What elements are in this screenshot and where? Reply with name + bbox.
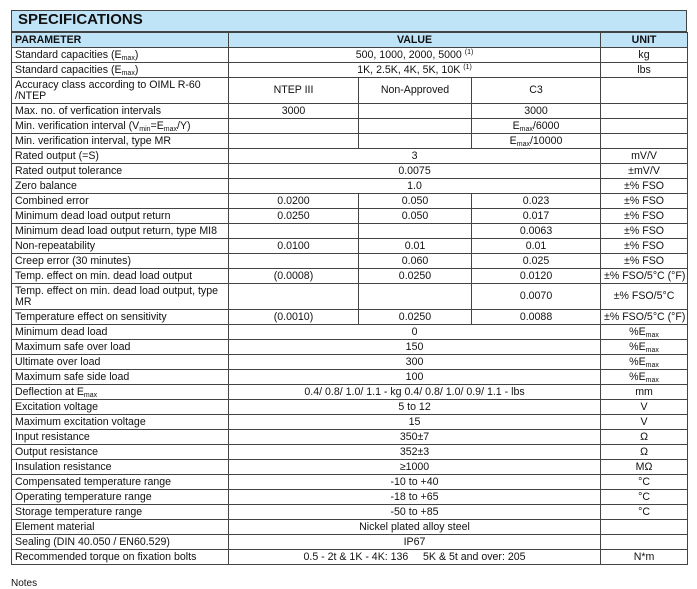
value-cell xyxy=(359,224,472,239)
unit-cell: V xyxy=(601,400,688,415)
value-cell: 150 xyxy=(229,340,601,355)
unit-cell: Ω xyxy=(601,430,688,445)
unit-cell: ±% FSO xyxy=(601,209,688,224)
value-cell: 0.0250 xyxy=(229,209,359,224)
unit-cell: ±% FSO/5°C (°F) xyxy=(601,310,688,325)
value-cell: (0.0010) xyxy=(229,310,359,325)
param-cell: Excitation voltage xyxy=(12,400,229,415)
value-cell: 0.0075 xyxy=(229,164,601,179)
unit-cell: MΩ xyxy=(601,460,688,475)
unit-cell xyxy=(601,104,688,119)
unit-cell: ±% FSO xyxy=(601,254,688,269)
value-cell: IP67 xyxy=(229,535,601,550)
unit-cell: V xyxy=(601,415,688,430)
table-row xyxy=(12,400,688,415)
unit-cell: °C xyxy=(601,475,688,490)
table-row xyxy=(12,550,688,565)
unit-cell: ±% FSO xyxy=(601,239,688,254)
unit-cell: ±% FSO/5°C xyxy=(601,284,688,310)
param-cell: Operating temperature range xyxy=(12,490,229,505)
param-cell: Accuracy class according to OIML R-60 /NTEP xyxy=(12,78,229,104)
param-cell: Zero balance xyxy=(12,179,229,194)
unit-cell: ±% FSO/5°C (°F) xyxy=(601,269,688,284)
table-row xyxy=(12,355,688,370)
value-cell xyxy=(229,224,359,239)
table-row xyxy=(12,254,688,269)
param-cell: Standard capacities $(E_{max})$ xyxy=(12,48,229,63)
table-row xyxy=(12,48,688,63)
value-cell: $E_{max}/6000$ xyxy=(472,119,601,134)
value-cell: 0.01 xyxy=(472,239,601,254)
value-cell: -18 to +65 xyxy=(229,490,601,505)
value-cell: 3000 xyxy=(472,104,601,119)
unit-cell: °C xyxy=(601,490,688,505)
param-cell: Maximum excitation voltage xyxy=(12,415,229,430)
value-cell xyxy=(229,134,359,149)
table-row xyxy=(12,475,688,490)
param-cell: Min. verification interval, type MR xyxy=(12,134,229,149)
param-cell: Rated output tolerance xyxy=(12,164,229,179)
table-row xyxy=(12,505,688,520)
unit-cell xyxy=(601,520,688,535)
unit-cell: ±% FSO xyxy=(601,179,688,194)
unit-cell: lbs xyxy=(601,63,688,78)
table-row xyxy=(12,164,688,179)
value-cell: 100 xyxy=(229,370,601,385)
param-cell: Max. no. of verfication intervals xyxy=(12,104,229,119)
value-cell: 3 xyxy=(229,149,601,164)
table-row xyxy=(12,78,688,104)
table-row xyxy=(12,179,688,194)
unit-cell xyxy=(601,78,688,104)
table-row xyxy=(12,119,688,134)
value-cell: 0.060 xyxy=(359,254,472,269)
value-cell: 5 to 12 xyxy=(229,400,601,415)
param-cell: Minimum dead load output return, type MI8 xyxy=(12,224,229,239)
table-row xyxy=(12,269,688,284)
table-row xyxy=(12,370,688,385)
param-cell: Sealing (DIN 40.050 / EN60.529) xyxy=(12,535,229,550)
header-value: VALUE xyxy=(229,33,601,48)
param-cell: Ultimate over load xyxy=(12,355,229,370)
value-cell: 350±7 xyxy=(229,430,601,445)
value-cell xyxy=(229,119,359,134)
unit-cell: $\%E_{max}$ xyxy=(601,355,688,370)
value-cell: 1.0 xyxy=(229,179,601,194)
unit-cell: ±% FSO xyxy=(601,224,688,239)
table-row xyxy=(12,520,688,535)
unit-cell xyxy=(601,535,688,550)
unit-cell xyxy=(601,119,688,134)
value-cell: 0.5 - 2t & 1K - 4K: 136 5K & 5t and over: 205 xyxy=(229,550,601,565)
unit-cell: ±mV/V xyxy=(601,164,688,179)
value-cell: -10 to +40 xyxy=(229,475,601,490)
table-row xyxy=(12,460,688,475)
value-cell: NTEP III xyxy=(229,78,359,104)
table-row xyxy=(12,149,688,164)
header-row xyxy=(12,33,688,48)
param-cell: Input resistance xyxy=(12,430,229,445)
param-cell: Temperature effect on sensitivity xyxy=(12,310,229,325)
param-cell: Rated output (=S) xyxy=(12,149,229,164)
param-cell: Temp. effect on min. dead load output, type MR xyxy=(12,284,229,310)
value-cell: 0.017 xyxy=(472,209,601,224)
value-cell: 300 xyxy=(229,355,601,370)
param-cell: Compensated temperature range xyxy=(12,475,229,490)
value-cell: 0.0120 xyxy=(472,269,601,284)
unit-cell xyxy=(601,134,688,149)
table-row xyxy=(12,209,688,224)
value-cell: Non-Approved xyxy=(359,78,472,104)
value-cell xyxy=(359,134,472,149)
param-cell: Minimum dead load output return xyxy=(12,209,229,224)
value-cell: (0.0008) xyxy=(229,269,359,284)
value-cell: 0.0250 xyxy=(359,269,472,284)
table-row xyxy=(12,310,688,325)
unit-cell: $\%E_{max}$ xyxy=(601,325,688,340)
value-cell: 0.4/ 0.8/ 1.0/ 1.1 - kg 0.4/ 0.8/ 1.0/ 0.9/ 1.1 - lbs xyxy=(229,385,601,400)
value-cell: 500, 1000, 2000, 5000 $^{(1)}$ xyxy=(229,48,601,63)
table-row xyxy=(12,239,688,254)
header-parameter: PARAMETER xyxy=(12,33,229,48)
param-cell: Maximum safe side load xyxy=(12,370,229,385)
table-row xyxy=(12,430,688,445)
unit-cell: mV/V xyxy=(601,149,688,164)
param-cell: Element material xyxy=(12,520,229,535)
table-row xyxy=(12,325,688,340)
param-cell: Recommended torque on fixation bolts xyxy=(12,550,229,565)
specifications-table-wrap xyxy=(11,10,687,565)
value-cell: 0.023 xyxy=(472,194,601,209)
table-row xyxy=(12,63,688,78)
value-cell: 0.0200 xyxy=(229,194,359,209)
table-row xyxy=(12,415,688,430)
value-cell: ≥1000 xyxy=(229,460,601,475)
param-cell: Minimum dead load xyxy=(12,325,229,340)
param-cell: Temp. effect on min. dead load output xyxy=(12,269,229,284)
table-row xyxy=(12,194,688,209)
table-row xyxy=(12,340,688,355)
table-row xyxy=(12,445,688,460)
value-cell: 0 xyxy=(229,325,601,340)
param-cell: Maximum safe over load xyxy=(12,340,229,355)
value-cell: -50 to +85 xyxy=(229,505,601,520)
table-row xyxy=(12,490,688,505)
table-row xyxy=(12,224,688,239)
table-row xyxy=(12,535,688,550)
header-unit: UNIT xyxy=(601,33,688,48)
value-cell: Nickel plated alloy steel xyxy=(229,520,601,535)
param-cell: Min. verification interval $(V_{min}=E_{max}/Y)$ xyxy=(12,119,229,134)
unit-cell: $\%E_{max}$ xyxy=(601,370,688,385)
value-cell: 0.0100 xyxy=(229,239,359,254)
table-row xyxy=(12,104,688,119)
value-cell xyxy=(359,284,472,310)
value-cell: 352±3 xyxy=(229,445,601,460)
value-cell: 0.0250 xyxy=(359,310,472,325)
value-cell: $E_{max}/10000$ xyxy=(472,134,601,149)
value-cell: 0.0088 xyxy=(472,310,601,325)
value-cell: 15 xyxy=(229,415,601,430)
value-cell: C3 xyxy=(472,78,601,104)
param-cell: Creep error (30 minutes) xyxy=(12,254,229,269)
param-cell: Output resistance xyxy=(12,445,229,460)
specifications-title: SPECIFICATIONS xyxy=(11,10,687,32)
unit-cell: °C xyxy=(601,505,688,520)
param-cell: Standard capacities $(E_{max})$ xyxy=(12,63,229,78)
value-cell: 0.0063 xyxy=(472,224,601,239)
param-cell: Insulation resistance xyxy=(12,460,229,475)
param-cell: Storage temperature range xyxy=(12,505,229,520)
value-cell: 3000 xyxy=(229,104,359,119)
value-cell xyxy=(359,104,472,119)
param-cell: Combined error xyxy=(12,194,229,209)
value-cell: 0.025 xyxy=(472,254,601,269)
value-cell: 0.01 xyxy=(359,239,472,254)
unit-cell: $\%E_{max}$ xyxy=(601,340,688,355)
value-cell: 0.0070 xyxy=(472,284,601,310)
value-cell: 0.050 xyxy=(359,194,472,209)
value-cell xyxy=(229,284,359,310)
value-cell xyxy=(229,254,359,269)
param-cell: Deflection at $E_{max}$ xyxy=(12,385,229,400)
value-cell: 0.050 xyxy=(359,209,472,224)
unit-cell: mm xyxy=(601,385,688,400)
notes-label: Notes xyxy=(11,578,38,589)
unit-cell: Ω xyxy=(601,445,688,460)
unit-cell: N*m xyxy=(601,550,688,565)
value-cell: 1K, 2.5K, 4K, 5K, 10K $^{(1)}$ xyxy=(229,63,601,78)
param-cell: Non-repeatability xyxy=(12,239,229,254)
unit-cell: kg xyxy=(601,48,688,63)
table-row xyxy=(12,385,688,400)
specifications-table xyxy=(11,32,688,565)
table-row xyxy=(12,134,688,149)
table-row xyxy=(12,284,688,310)
value-cell xyxy=(359,119,472,134)
unit-cell: ±% FSO xyxy=(601,194,688,209)
